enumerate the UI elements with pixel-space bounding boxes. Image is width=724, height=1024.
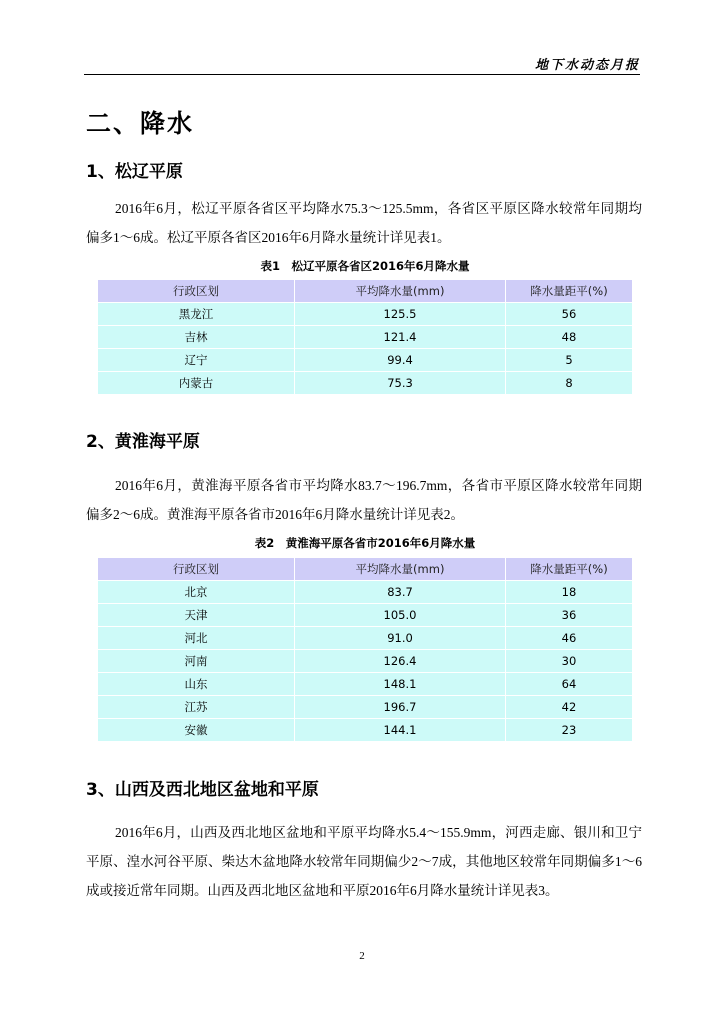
table-cell: 江苏 <box>98 696 294 718</box>
table-cell: 196.7 <box>295 696 505 718</box>
table-row <box>98 349 632 371</box>
table-row <box>98 719 632 741</box>
table-cell: 56 <box>506 303 632 325</box>
table-2 <box>97 557 633 742</box>
report-header-title: 地下水动态月报 <box>534 58 640 73</box>
paragraph-3: 2016年6月，山西及西北地区盆地和平原平均降水5.4～155.9mm，河西走廊、银川和卫宁平原、湟水河谷平原、柴达木盆地降水较常年同期偏少2～7成，其他地区较常年同期偏多1～6成或接近常年同期。山西及西北地区盆地和平原2016年6月降水量统计详见表3。 <box>86 825 642 898</box>
table-cell: 山东 <box>98 673 294 695</box>
table-cell: 125.5 <box>295 303 505 325</box>
table-cell: 天津 <box>98 604 294 626</box>
table-cell: 18 <box>506 581 632 603</box>
header-divider <box>84 74 640 75</box>
table-1 <box>97 279 633 395</box>
table-cell: 河北 <box>98 627 294 649</box>
table-cell: 99.4 <box>295 349 505 371</box>
table-row <box>98 303 632 325</box>
table-row <box>98 696 632 718</box>
paragraph-1: 2016年6月，松辽平原各省区平均降水75.3～125.5mm，各省区平原区降水较常年同期均偏多1～6成。松辽平原各省区2016年6月降水量统计详见表1。 <box>86 201 642 245</box>
table-header-cell: 行政区划 <box>98 280 294 302</box>
table-row <box>98 326 632 348</box>
table-row <box>98 581 632 603</box>
table-cell: 42 <box>506 696 632 718</box>
table-cell: 北京 <box>98 581 294 603</box>
subsection-title-1: 1、松辽平原 <box>86 162 183 182</box>
table-cell: 48 <box>506 326 632 348</box>
table-cell: 75.3 <box>295 372 505 394</box>
table-cell: 126.4 <box>295 650 505 672</box>
table-header-cell: 平均降水量(mm) <box>295 280 505 302</box>
subsection-title-3: 3、山西及西北地区盆地和平原 <box>86 780 319 800</box>
page-number: 2 <box>359 950 365 962</box>
table-cell: 121.4 <box>295 326 505 348</box>
table-header-cell: 行政区划 <box>98 558 294 580</box>
table-header-row <box>98 558 632 580</box>
table-caption-1: 表1 松辽平原各省区2016年6月降水量 <box>260 259 470 273</box>
table-row <box>98 604 632 626</box>
table-cell: 36 <box>506 604 632 626</box>
table-row <box>98 650 632 672</box>
table-row <box>98 372 632 394</box>
table-cell: 黑龙江 <box>98 303 294 325</box>
table-cell: 144.1 <box>295 719 505 741</box>
table-cell: 64 <box>506 673 632 695</box>
table-caption-2: 表2 黄淮海平原各省市2016年6月降水量 <box>254 536 476 550</box>
table-header-cell: 降水量距平(%) <box>506 558 632 580</box>
table-row <box>98 627 632 649</box>
table-cell: 吉林 <box>98 326 294 348</box>
table-cell: 148.1 <box>295 673 505 695</box>
subsection-title-2: 2、黄淮海平原 <box>86 432 200 452</box>
table-cell: 46 <box>506 627 632 649</box>
table-row <box>98 673 632 695</box>
table-cell: 5 <box>506 349 632 371</box>
table-cell: 内蒙古 <box>98 372 294 394</box>
table-cell: 91.0 <box>295 627 505 649</box>
table-header-cell: 平均降水量(mm) <box>295 558 505 580</box>
table-cell: 30 <box>506 650 632 672</box>
table-cell: 辽宁 <box>98 349 294 371</box>
table-cell: 河南 <box>98 650 294 672</box>
table-cell: 23 <box>506 719 632 741</box>
table-cell: 安徽 <box>98 719 294 741</box>
paragraph-2: 2016年6月，黄淮海平原各省市平均降水83.7～196.7mm，各省市平原区降水较常年同期偏多2～6成。黄淮海平原各省市2016年6月降水量统计详见表2。 <box>86 478 642 522</box>
table-cell: 105.0 <box>295 604 505 626</box>
table-header-cell: 降水量距平(%) <box>506 280 632 302</box>
table-cell: 8 <box>506 372 632 394</box>
section-title: 二、降水 <box>86 109 195 138</box>
table-header-row <box>98 280 632 302</box>
table-cell: 83.7 <box>295 581 505 603</box>
